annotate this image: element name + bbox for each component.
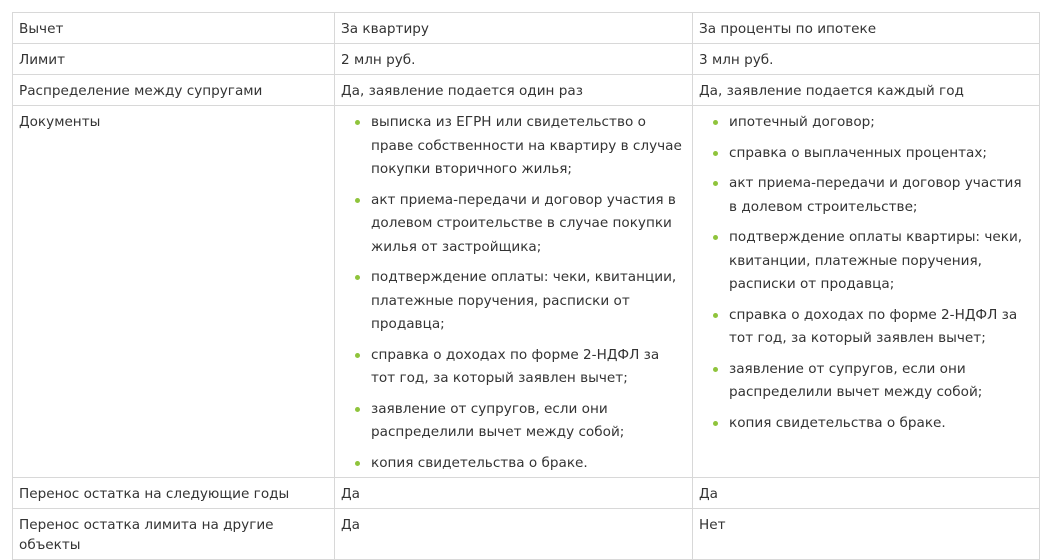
bullet-icon	[713, 313, 718, 318]
table-row-limit	[13, 44, 1040, 75]
apartment-documents-cell	[335, 106, 693, 478]
header-cell-deduction: Вычет	[13, 13, 335, 44]
table-row-carryover-objects	[13, 509, 1040, 560]
table-header-row	[13, 13, 1040, 44]
bullet-icon	[713, 151, 718, 156]
list-item: копия свидетельства о браке.	[355, 452, 686, 476]
header-cell-apartment: За квартиру	[335, 13, 693, 44]
list-item: справка о доходах по форме 2-НДФЛ за тот год, за который заявлен вычет;	[713, 304, 1033, 351]
table-row-carryover-years	[13, 478, 1040, 509]
bullet-icon	[713, 235, 718, 240]
bullet-icon	[713, 367, 718, 372]
apartment-documents-list	[341, 111, 686, 475]
list-item: копия свидетельства о браке.	[713, 412, 1033, 436]
mortgage-value: Да, заявление подается каждый год	[693, 75, 1040, 106]
mortgage-value: 3 млн руб.	[693, 44, 1040, 75]
bullet-icon	[355, 120, 360, 125]
mortgage-documents-list	[699, 111, 1033, 435]
apartment-value: Да, заявление подается один раз	[335, 75, 693, 106]
list-item: ипотечный договор;	[713, 111, 1033, 135]
header-cell-mortgage: За проценты по ипотеке	[693, 13, 1040, 44]
list-item: акт приема-передачи и договор участия в долевом строительстве;	[713, 172, 1033, 219]
list-item: акт приема-передачи и договор участия в долевом строительстве в случае покупки жилья от застройщика;	[355, 189, 686, 260]
bullet-icon	[713, 421, 718, 426]
table-row-spouse-distribution	[13, 75, 1040, 106]
bullet-icon	[355, 353, 360, 358]
list-item: подтверждение оплаты квартиры: чеки, квитанции, платежные поручения, расписки от продавца;	[713, 226, 1033, 297]
bullet-icon	[713, 120, 718, 125]
list-item: заявление от супругов, если они распределили вычет между собой;	[713, 358, 1033, 405]
bullet-icon	[713, 181, 718, 186]
bullet-icon	[355, 275, 360, 280]
table-row-documents	[13, 106, 1040, 478]
bullet-icon	[355, 461, 360, 466]
mortgage-documents-cell	[693, 106, 1040, 478]
mortgage-value: Да	[693, 478, 1040, 509]
row-label: Перенос остатка на следующие годы	[13, 478, 335, 509]
bullet-icon	[355, 407, 360, 412]
row-label: Документы	[13, 106, 335, 478]
row-label: Лимит	[13, 44, 335, 75]
row-label: Перенос остатка лимита на другие объекты	[13, 509, 335, 560]
list-item: справка о выплаченных процентах;	[713, 142, 1033, 166]
bullet-icon	[355, 198, 360, 203]
list-item: справка о доходах по форме 2-НДФЛ за тот год, за который заявлен вычет;	[355, 344, 686, 391]
deduction-comparison-table	[12, 12, 1040, 560]
list-item: выписка из ЕГРН или свидетельство о праве собственности на квартиру в случае покупки вторичного жилья;	[355, 111, 686, 182]
apartment-value: Да	[335, 478, 693, 509]
apartment-value: 2 млн руб.	[335, 44, 693, 75]
apartment-value: Да	[335, 509, 693, 560]
row-label: Распределение между супругами	[13, 75, 335, 106]
mortgage-value: Нет	[693, 509, 1040, 560]
list-item: подтверждение оплаты: чеки, квитанции, платежные поручения, расписки от продавца;	[355, 266, 686, 337]
list-item: заявление от супругов, если они распределили вычет между собой;	[355, 398, 686, 445]
